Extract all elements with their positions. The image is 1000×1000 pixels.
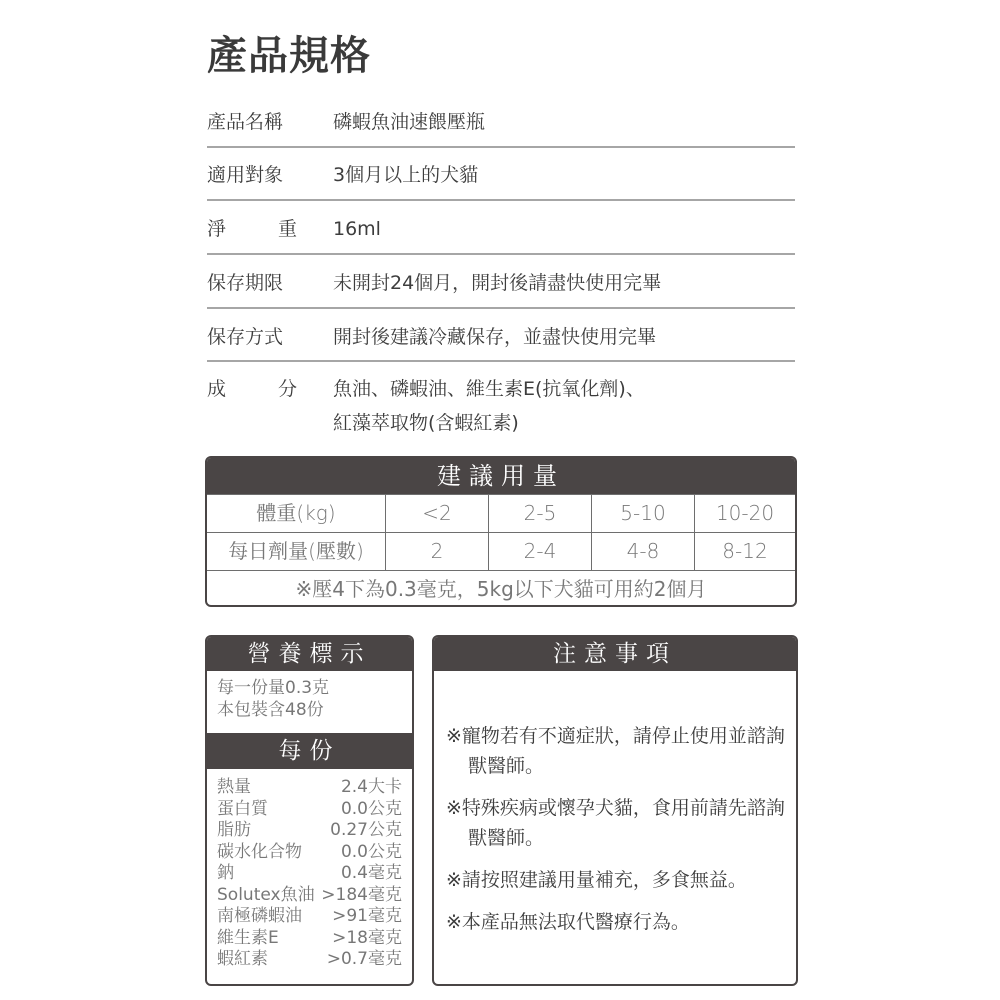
spec-label: 適用對象	[207, 164, 284, 186]
nutrient-name: 碳水化合物	[217, 841, 302, 862]
nutrient-name: Solutex魚油	[217, 884, 315, 905]
dosage-note: ※壓4下為0.3毫克，5kg以下犬貓可用約2個月	[207, 570, 795, 607]
divider	[207, 253, 795, 255]
nutrition-item	[217, 863, 402, 885]
spec-row-target	[207, 158, 795, 192]
nutrient-value: 0.0公克	[340, 798, 402, 819]
serving-line: 本包裝含48份	[217, 700, 324, 720]
nutrient-name: 熱量	[217, 777, 251, 797]
per-serving-title: 每份	[207, 733, 412, 769]
nutrient-name: 維生素E	[217, 927, 279, 948]
nutrition-item	[217, 906, 402, 928]
dosage-cell: 2-4	[488, 533, 591, 570]
note-item: ※本產品無法取代醫療行為。	[446, 911, 690, 933]
dosage-cell: 10-20	[694, 495, 795, 532]
spec-row-storage	[207, 320, 795, 354]
nutrition-panel	[205, 635, 414, 986]
divider	[207, 146, 795, 148]
ingredients-line: 魚油、磷蝦油、維生素E(抗氧化劑)、	[333, 378, 645, 400]
dosage-row-header: 每日劑量(壓數)	[228, 539, 364, 563]
note-item: ※寵物若有不適症狀，請停止使用並諮詢獸醫師。	[446, 725, 785, 777]
divider	[207, 199, 795, 201]
nutrition-item	[217, 842, 402, 864]
spec-value: 16ml	[333, 218, 381, 240]
nutrient-value: 0.4毫克	[340, 863, 402, 883]
spec-label: 產品名稱	[207, 111, 284, 133]
spec-row-product-name	[207, 105, 795, 139]
dosage-cell: <2	[385, 495, 488, 532]
nutrient-name: 脂肪	[217, 820, 251, 840]
notes-title: 注意事項	[434, 637, 796, 671]
dosage-cell: 5-10	[591, 495, 694, 532]
dosage-cell: 2	[385, 533, 488, 570]
spec-value	[333, 372, 645, 440]
nutrition-item	[217, 885, 402, 907]
spec-value: 3個月以上的犬貓	[333, 164, 479, 186]
dosage-cell: 8-12	[694, 533, 795, 570]
nutrition-item	[217, 799, 402, 821]
notes-list	[434, 671, 796, 937]
spec-value: 磷蝦魚油速餵壓瓶	[333, 111, 486, 133]
dosage-cell: 2-5	[488, 495, 591, 532]
spec-label: 保存期限	[207, 272, 284, 294]
note-item: ※請按照建議用量補充，多食無益。	[446, 869, 747, 891]
nutrition-item	[217, 777, 402, 799]
spec-value: 開封後建議冷藏保存，並盡快使用完畢	[333, 326, 657, 348]
serving-info	[207, 671, 412, 733]
nutrient-value: >18毫克	[332, 927, 402, 948]
nutrient-value: >184毫克	[321, 884, 402, 905]
dosage-row-weight	[207, 494, 795, 532]
spec-label-char: 成	[207, 378, 227, 400]
nutrient-name: 蛋白質	[217, 798, 268, 819]
dosage-row-daily	[207, 532, 795, 570]
divider	[207, 360, 795, 362]
page-title: 產品規格	[207, 33, 371, 79]
serving-line: 每一份量0.3克	[217, 678, 330, 698]
nutrition-list	[207, 769, 412, 971]
spec-label-char: 重	[277, 218, 297, 240]
dosage-row-header: 體重(kg)	[256, 501, 336, 525]
nutrition-item	[217, 928, 402, 950]
notes-panel	[432, 635, 798, 986]
nutrient-value: 0.27公克	[330, 820, 402, 840]
ingredients-line: 紅藻萃取物(含蝦紅素)	[333, 412, 519, 434]
nutrition-item	[217, 949, 402, 971]
spec-row-ingredients	[207, 372, 795, 440]
note-item: ※特殊疾病或懷孕犬貓，食用前請先諮詢獸醫師。	[446, 797, 785, 849]
dosage-title: 建議用量	[207, 458, 795, 494]
nutrient-value: >91毫克	[332, 906, 402, 926]
spec-row-shelf-life	[207, 266, 795, 300]
dosage-cell: 4-8	[591, 533, 694, 570]
spec-label	[207, 372, 297, 406]
spec-label-char: 分	[277, 378, 297, 400]
nutrient-value: >0.7毫克	[326, 949, 402, 969]
spec-label: 保存方式	[207, 326, 284, 348]
nutrition-item	[217, 820, 402, 842]
nutrient-name: 蝦紅素	[217, 949, 268, 969]
spec-value: 未開封24個月，開封後請盡快使用完畢	[333, 272, 662, 294]
spec-label-char: 淨	[207, 218, 227, 240]
spec-label	[207, 212, 297, 246]
nutrition-title: 營養標示	[207, 637, 412, 671]
nutrient-name: 鈉	[217, 863, 234, 883]
divider	[207, 307, 795, 309]
nutrient-value: 2.4大卡	[340, 777, 402, 797]
spec-row-net-weight	[207, 212, 795, 246]
dosage-table	[205, 456, 797, 607]
nutrient-value: 0.0公克	[340, 841, 402, 862]
nutrient-name: 南極磷蝦油	[217, 906, 302, 926]
